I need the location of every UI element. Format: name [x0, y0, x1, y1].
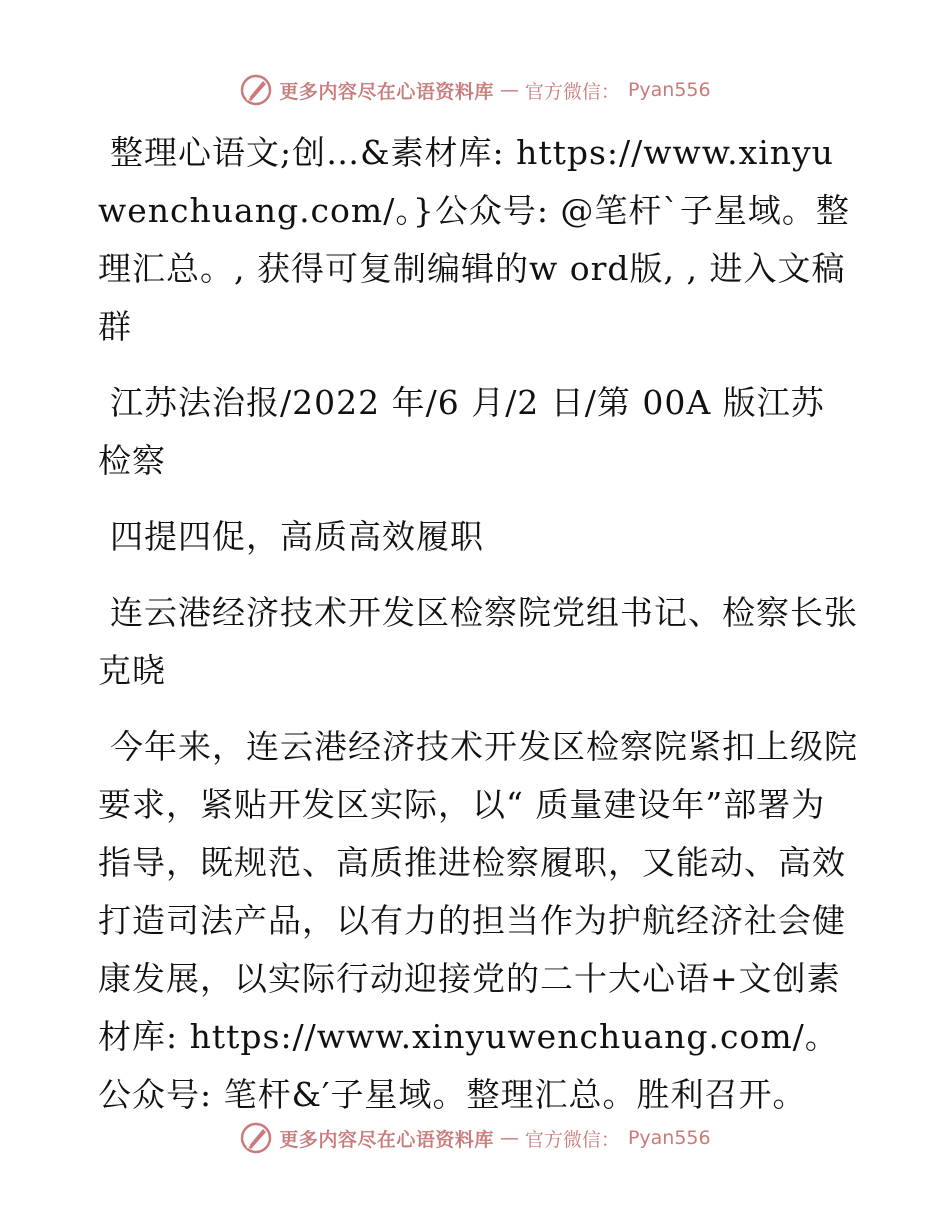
top-watermark-banner: [0, 70, 950, 110]
watermark-sub-text: 官方微信：: [524, 80, 620, 103]
document-body: [98, 124, 858, 1142]
paragraph-author: 连云港经济技术开发区检察院党组书记、检察长张克晓: [98, 593, 858, 690]
bottom-watermark-banner: [0, 1118, 950, 1158]
quill-logo-icon: [239, 1121, 273, 1155]
watermark-main-text: 更多内容尽在心语资料库: [279, 1128, 494, 1151]
paragraph-source: 江苏法治报/2022 年/6 月/2 日/第 00A 版江苏检察: [98, 383, 825, 480]
watermark-main-text: 更多内容尽在心语资料库: [279, 80, 494, 103]
watermark-brand: Pyan556: [627, 79, 711, 101]
watermark-sub-text: 官方微信：: [524, 1128, 620, 1151]
paragraph-body: 今年来，连云港经济技术开发区检察院紧扣上级院要求，紧贴开发区实际，以“ 质量建设年”部署为指导，既规范、高质推进检察履职，又能动、高效打造司法产品，以有力的担当作为护航经济社会健康发展，以实际行动迎接党的二十大心语+文创素材库: https://www.xinyuwenchuang.com/。公众号: 笔杆&′子星域。整理汇总。胜利召开。: [98, 727, 858, 1114]
paragraph-intro: 整理心语文;创…&素材库: https://www.xinyuwenchuang.com/。}公众号: @笔杆`子星域。整理汇总。, 获得可复制编辑的w ord版, , 进入文稿群: [98, 133, 850, 346]
paragraph-title: 四提四促，高质高效履职: [110, 517, 484, 556]
watermark-dash: —: [499, 1127, 519, 1149]
quill-logo-icon: [239, 73, 273, 107]
watermark-brand: Pyan556: [627, 1127, 711, 1149]
watermark-dash: —: [499, 79, 519, 101]
